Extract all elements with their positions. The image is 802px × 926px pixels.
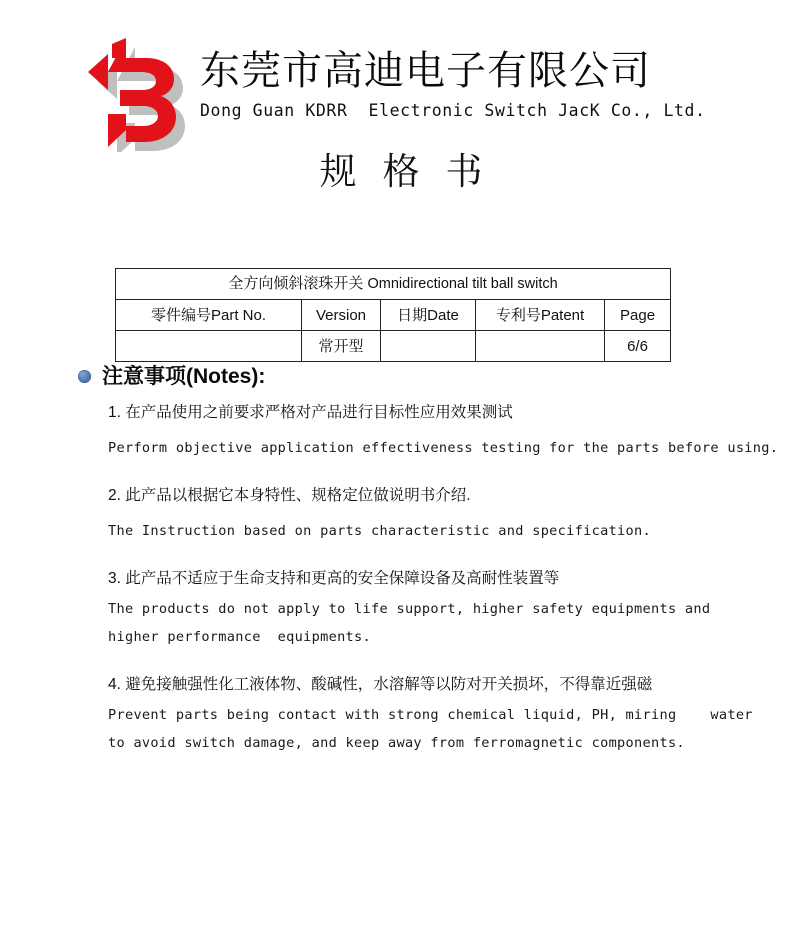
table-title-row: [116, 269, 671, 300]
company-name-english: Dong Guan KDRR Electronic Switch JacK Co., Ltd.: [200, 101, 706, 120]
column-header-page: Page: [605, 300, 671, 331]
bullet-point-icon: [78, 370, 91, 383]
column-header-part-no: 零件编号Part No.: [116, 300, 302, 331]
note-text-chinese: 4. 避免接触强性化工液体物、酸碱性，水溶解等以防对开关损坏，不得靠近强磁: [108, 676, 653, 693]
note-text-english: The Instruction based on parts characteristic and specification.: [108, 523, 651, 539]
spec-table-container: [115, 268, 670, 362]
page-header: [0, 28, 802, 138]
cell-patent: [476, 331, 605, 362]
note-text-chinese: 2. 此产品以根据它本身特性、规格定位做说明书介绍.: [108, 487, 471, 504]
note-text-english: Perform objective application effectiveness testing for the parts before using.: [108, 440, 779, 456]
table-row: [116, 331, 671, 362]
note-text-english: The products do not apply to life support, higher safety equipments and: [108, 601, 711, 617]
column-header-date: 日期Date: [381, 300, 476, 331]
column-header-version: Version: [302, 300, 381, 331]
notes-heading: [78, 364, 778, 389]
cell-page: 6/6: [605, 331, 671, 362]
note-item: [108, 484, 778, 545]
company-name-block: [200, 48, 760, 121]
company-name-chinese: 东莞市高迪电子有限公司: [200, 48, 651, 93]
note-text-chinese: 3. 此产品不适应于生命支持和更高的安全保障设备及高耐性装置等: [108, 570, 560, 587]
table-title-chinese: 全方向倾斜滚珠开关: [228, 275, 364, 292]
table-title-cell: [116, 269, 671, 300]
cell-date: [381, 331, 476, 362]
note-text-chinese: 1. 在产品使用之前要求严格对产品进行目标性应用效果测试: [108, 404, 513, 421]
table-title-english: Omnidirectional tilt ball switch: [367, 276, 558, 292]
spec-table: [115, 268, 671, 362]
notes-heading-label: 注意事项(Notes):: [102, 365, 266, 388]
note-text-english: higher performance equipments.: [108, 629, 372, 645]
note-item: [108, 673, 778, 757]
cell-part-no: [116, 331, 302, 362]
document-title: 规格书: [319, 151, 509, 192]
column-header-patent: 专利号Patent: [476, 300, 605, 331]
note-item: [108, 401, 778, 462]
note-text-english: Prevent parts being contact with strong chemical liquid, PH, miring water: [108, 707, 753, 723]
cell-version: 常开型: [302, 331, 381, 362]
table-header-row: [116, 300, 671, 331]
note-text-english: to avoid switch damage, and keep away from ferromagnetic components.: [108, 735, 685, 751]
notes-section: [78, 364, 778, 779]
note-item: [108, 567, 778, 651]
kdrr-arrow-logo-icon: [82, 34, 202, 152]
